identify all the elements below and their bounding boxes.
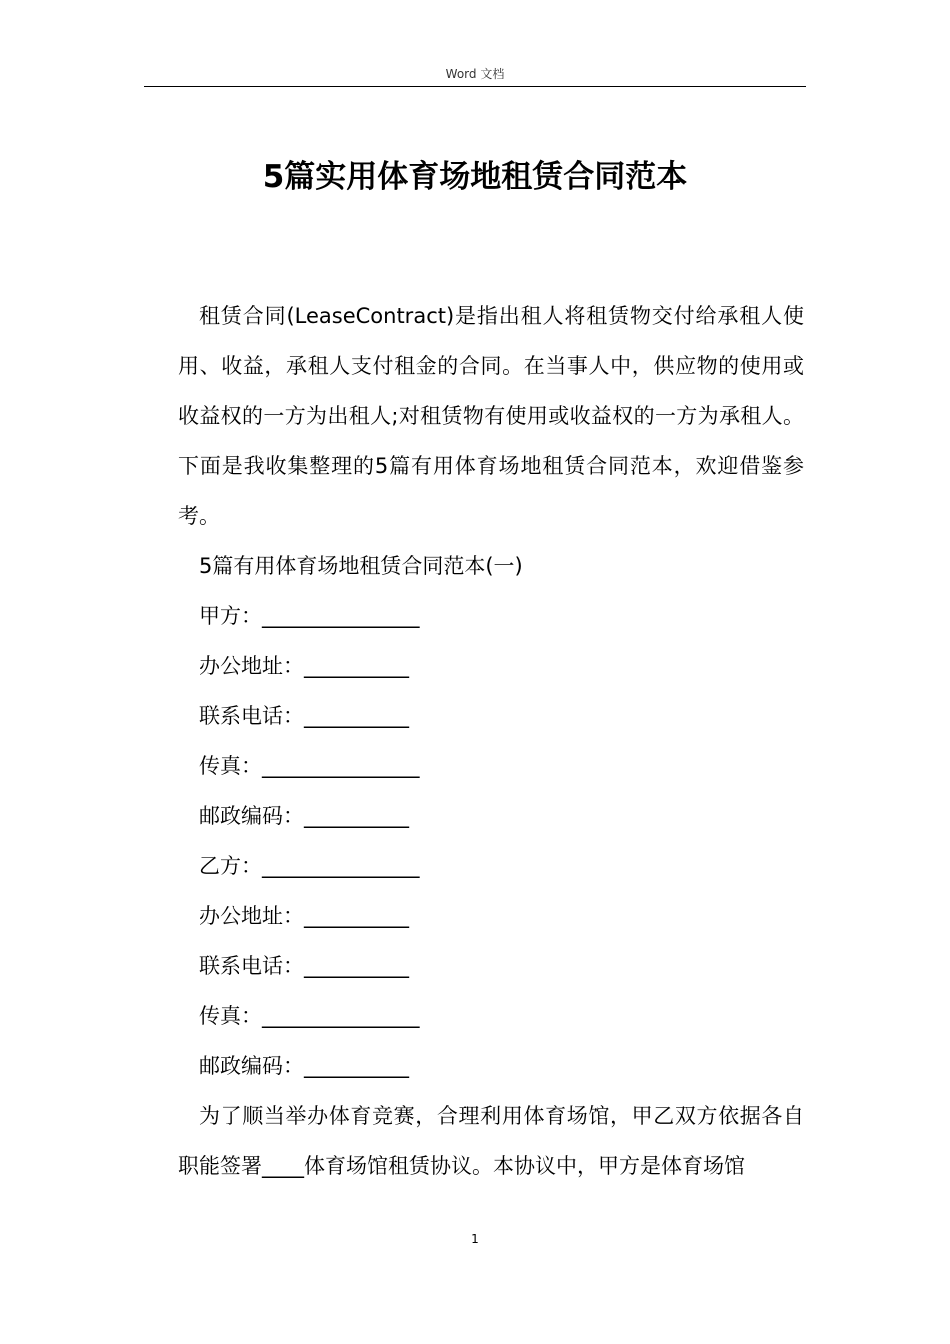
party-b-postcode-field: 邮政编码：__________ [199, 1054, 409, 1078]
page-number: 1 [471, 1232, 479, 1246]
page-header: Word 文档 [445, 67, 505, 81]
party-a-fax-field: 传真：_______________ [199, 754, 420, 778]
party-b-address-field: 办公地址：__________ [199, 904, 409, 928]
section-heading: 5篇有用体育场地租赁合同范本(一) [199, 554, 523, 578]
party-b-field: 乙方：_______________ [199, 854, 420, 878]
party-a-phone-field: 联系电话：__________ [199, 704, 409, 728]
document-title: 5篇实用体育场地租赁合同范本 [262, 159, 688, 195]
party-b-phone-field: 联系电话：__________ [199, 954, 409, 978]
party-a-postcode-field: 邮政编码：__________ [199, 804, 409, 828]
header-divider [144, 86, 806, 87]
party-b-fax-field: 传真：_______________ [199, 1004, 420, 1028]
agreement-paragraph: 为了顺当举办体育竞赛，合理利用体育场馆，甲乙双方依据各自职能签署____体育场馆租赁协议。本协议中，甲方是体育场馆 [178, 1104, 804, 1178]
document-body [178, 291, 804, 1191]
party-a-field: 甲方：_______________ [199, 604, 420, 628]
party-a-address-field: 办公地址：__________ [199, 654, 409, 678]
intro-paragraph: 租赁合同(LeaseContract)是指出租人将租赁物交付给承租人使用、收益，承租人支付租金的合同。在当事人中，供应物的使用或收益权的一方为出租人;对租赁物有使用或收益权的一方为承租人。下面是我收集整理的5篇有用体育场地租赁合同范本，欢迎借鉴参考。 [178, 304, 804, 528]
